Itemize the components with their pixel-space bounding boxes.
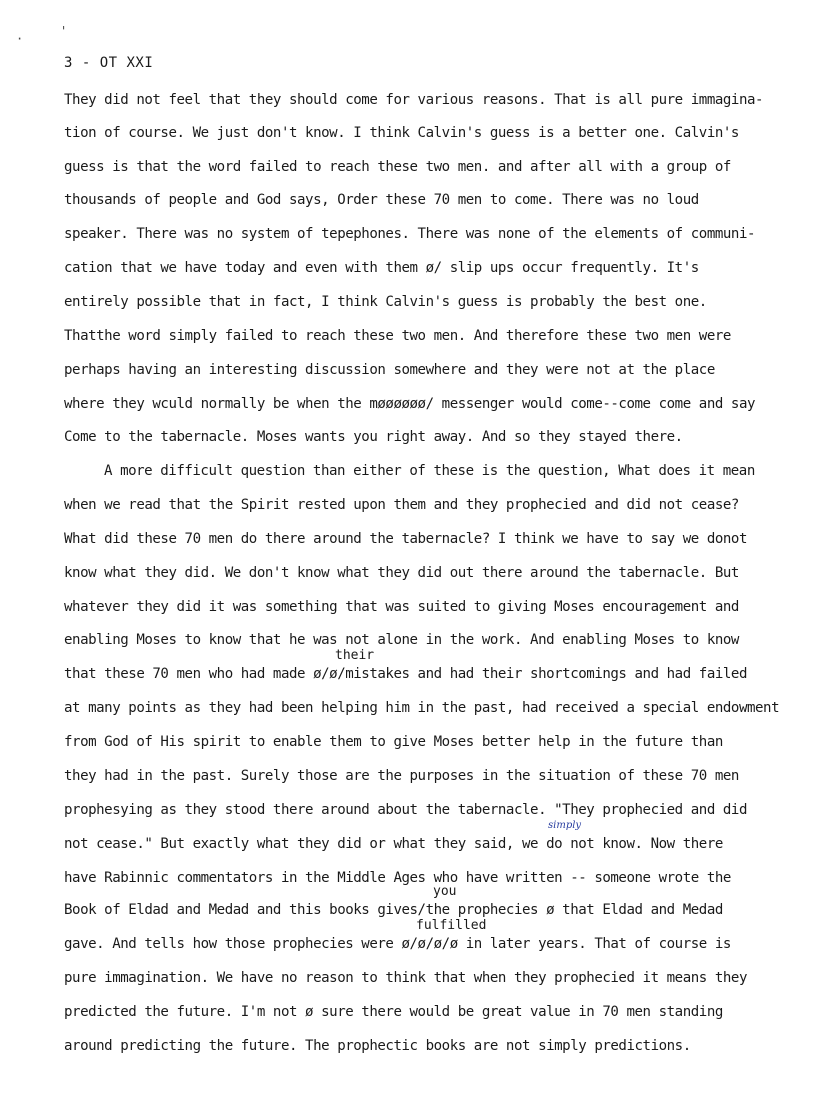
text-line: gave. And tells how those prophecies were ø/ø/ø/ø in later years. That of course is [64, 936, 731, 952]
text-line: What did these 70 men do there around the tabernacle? I think we have to say we donot [64, 531, 747, 547]
text-line: not cease." But exactly what they did or what they said, we do not know. Now there [64, 836, 723, 852]
text-line: whatever they did it was something that was suited to giving Moses encouragement and [64, 599, 739, 615]
text-line: have Rabinnic commentators in the Middle Ages who have written -- someone wrote the [64, 870, 731, 886]
text-line: know what they did. We don't know what they did out there around the tabernacle. But [64, 565, 739, 581]
inserted-word-fulfilled: fulfilled [416, 918, 487, 933]
text-line: when we read that the Spirit rested upon them and they prophecied and did not cease? [64, 497, 739, 513]
text-line: pure immagination. We have no reason to think that when they prophecied it means they [64, 970, 747, 986]
text-line: Book of Eldad and Medad and this books gives/the prophecies ø that Eldad and Medad [64, 902, 723, 918]
text-line: They did not feel that they should come for various reasons. That is all pure immagina- [64, 92, 764, 108]
handwritten-word-simply: simply [548, 820, 582, 831]
inserted-word-their: their [335, 648, 375, 663]
text-line: that these 70 men who had made ø/ø/mistakes and had their shortcomings and had failed [64, 666, 747, 682]
text-line: cation that we have today and even with them ø/ slip ups occur frequently. It's [64, 260, 699, 276]
text-line: predicted the future. I'm not ø sure there would be great value in 70 men standing [64, 1004, 723, 1020]
text-line: where they wculd normally be when the møøøøøø/ messenger would come--come come and say [64, 396, 756, 412]
text-line: at many points as they had been helping him in the past, had received a special endowment [64, 700, 780, 716]
text-line: around predicting the future. The prophectic books are not simply predictions. [64, 1038, 691, 1054]
text-line: Thatthe word simply failed to reach these two men. And therefore these two men were [64, 328, 731, 344]
margin-speck: · [16, 32, 24, 46]
margin-speck: ' [60, 24, 68, 38]
text-line: prophesying as they stood there around about the tabernacle. "They prophecied and did [64, 802, 747, 818]
text-line: A more difficult question than either of these is the question, What does it mean [104, 463, 755, 479]
text-line: entirely possible that in fact, I think Calvin's guess is probably the best one. [64, 294, 707, 310]
text-line: enabling Moses to know that he was not alone in the work. And enabling Moses to know [64, 632, 739, 648]
text-line: perhaps having an interesting discussion somewhere and they were not at the place [64, 362, 715, 378]
text-line: from God of His spirit to enable them to give Moses better help in the future than [64, 734, 723, 750]
text-line: they had in the past. Surely those are the purposes in the situation of these 70 men [64, 768, 739, 784]
text-line: speaker. There was no system of tepephones. There was none of the elements of communi- [64, 226, 756, 242]
text-line: Come to the tabernacle. Moses wants you right away. And so they stayed there. [64, 429, 683, 445]
inserted-word-you: you [433, 884, 457, 899]
text-line: guess is that the word failed to reach these two men. and after all with a group of [64, 159, 731, 175]
text-line: thousands of people and God says, Order these 70 men to come. There was no loud [64, 192, 699, 208]
text-line: tion of course. We just don't know. I think Calvin's guess is a better one. Calvin's [64, 125, 739, 141]
page-header: 3 - OT XXI [64, 55, 154, 71]
